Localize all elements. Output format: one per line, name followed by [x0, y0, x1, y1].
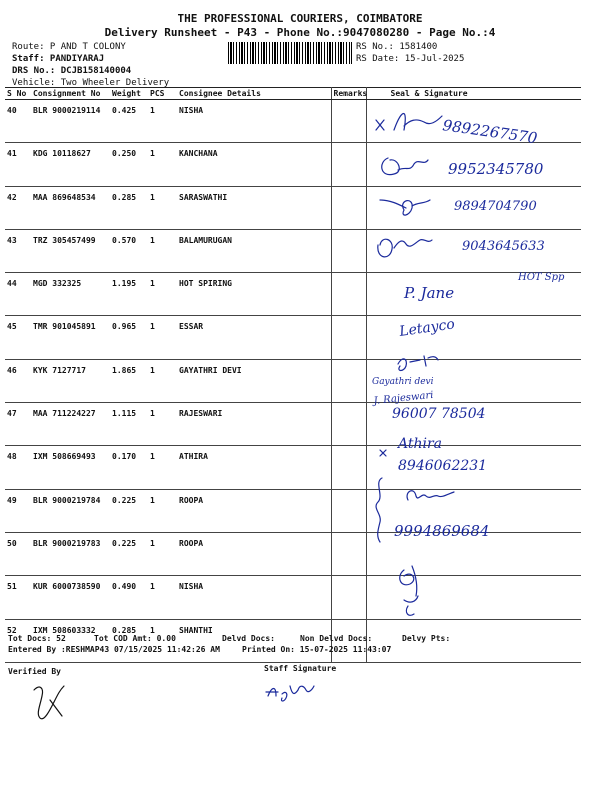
row-pcs: 1	[148, 186, 177, 229]
table-row	[5, 316, 581, 359]
col-consignment: Consignment No	[31, 88, 110, 100]
row-remarks	[331, 229, 366, 272]
row-sno: 45	[5, 316, 31, 359]
drs-text: DRS No.: DCJB158140004	[12, 66, 132, 76]
row-weight: 0.225	[110, 532, 148, 575]
row-remarks	[331, 489, 366, 532]
row-weight: 0.170	[110, 446, 148, 489]
row-remarks	[331, 532, 366, 575]
row-sno: 51	[5, 576, 31, 619]
rs-no-text: RS No.: 1581400	[356, 42, 438, 52]
delivery-points: Delvy Pts:	[402, 634, 451, 643]
row-consignee: KANCHANA	[177, 143, 331, 186]
row-pcs: 1	[148, 446, 177, 489]
table-row	[5, 576, 581, 619]
row-pcs: 1	[148, 143, 177, 186]
row-weight: 1.865	[110, 359, 148, 402]
row-sno: 44	[5, 273, 31, 316]
row-signature-cell	[366, 229, 581, 272]
row-remarks	[331, 100, 366, 143]
row-weight: 0.225	[110, 489, 148, 532]
row-remarks	[331, 186, 366, 229]
entered-by: Entered By :RESHMAP43 07/15/2025 11:42:26 AM	[8, 645, 220, 654]
row-consignment-no: MGD 332325	[31, 273, 110, 316]
company-title: THE PROFESSIONAL COURIERS, COIMBATORE	[177, 12, 423, 25]
row-pcs: 1	[148, 229, 177, 272]
row-remarks	[331, 143, 366, 186]
table-row	[5, 273, 581, 316]
row-weight: 0.285	[110, 186, 148, 229]
row-remarks	[331, 273, 366, 316]
row-consignee: NISHA	[177, 576, 331, 619]
rs-date-text: RS Date: 15-Jul-2025	[356, 54, 465, 64]
row-signature-cell	[366, 359, 581, 402]
table-row	[5, 403, 581, 446]
tot-cod-amount: Tot COD Amt: 0.00	[94, 634, 176, 643]
delivered-docs: Delvd Docs:	[222, 634, 275, 643]
route-text: Route: P AND T COLONY	[12, 42, 126, 52]
row-consignment-no: KYK 7127717	[31, 359, 110, 402]
row-weight: 0.285	[110, 619, 148, 662]
row-pcs: 1	[148, 316, 177, 359]
runsheet-title: Delivery Runsheet - P43 - Phone No.:9047080280 - Page No.:4	[104, 26, 496, 39]
row-signature-cell	[366, 143, 581, 186]
row-consignee: RAJESWARI	[177, 403, 331, 446]
row-consignee: GAYATHRI DEVI	[177, 359, 331, 402]
table-row	[5, 100, 581, 143]
row-consignment-no: KUR 6000738590	[31, 576, 110, 619]
row-sno: 48	[5, 446, 31, 489]
row-sno: 42	[5, 186, 31, 229]
row-signature-cell	[366, 273, 581, 316]
hw-phone-50: 9994869684	[394, 522, 490, 540]
hw-phone-48: 8946062231	[398, 458, 488, 474]
table-row	[5, 143, 581, 186]
runsheet-table	[5, 87, 581, 663]
hw-name-46: Gayathri devi	[372, 377, 434, 387]
row-pcs: 1	[148, 532, 177, 575]
row-signature-cell	[366, 576, 581, 619]
col-pcs: PCS	[148, 88, 177, 100]
row-remarks	[331, 316, 366, 359]
row-consignment-no: IXM 508669493	[31, 446, 110, 489]
row-remarks	[331, 576, 366, 619]
staff-text: Staff: PANDIYARAJ	[12, 54, 105, 64]
staff-signature	[266, 686, 314, 701]
row-sno: 49	[5, 489, 31, 532]
row-pcs: 1	[148, 576, 177, 619]
row-pcs: 1	[148, 273, 177, 316]
row-weight: 1.115	[110, 403, 148, 446]
row-signature-cell	[366, 403, 581, 446]
row-consignment-no: BLR 9000219114	[31, 100, 110, 143]
col-signature: Seal & Signature	[366, 88, 581, 100]
table-row	[5, 446, 581, 489]
row-pcs: 1	[148, 619, 177, 662]
row-pcs: 1	[148, 100, 177, 143]
table-row	[5, 532, 581, 575]
hw-name-47: J. Rajeswari	[373, 389, 434, 407]
row-weight: 1.195	[110, 273, 148, 316]
hw-phone-43: 9043645633	[462, 239, 545, 254]
row-consignee: ESSAR	[177, 316, 331, 359]
row-weight: 0.425	[110, 100, 148, 143]
row-signature-cell	[366, 186, 581, 229]
table-header-row	[5, 88, 581, 100]
row-consignee: ATHIRA	[177, 446, 331, 489]
row-consignee: HOT SPIRING	[177, 273, 331, 316]
row-sno: 40	[5, 100, 31, 143]
row-consignment-no: IXM 508603332	[31, 619, 110, 662]
row-pcs: 1	[148, 489, 177, 532]
col-sno: S No	[5, 88, 31, 100]
row-consignment-no: KDG 10118627	[31, 143, 110, 186]
row-consignment-no: TMR 901045891	[31, 316, 110, 359]
hw-phone-42: 9894704790	[454, 199, 537, 214]
row-signature-cell	[366, 489, 581, 532]
col-weight: Weight	[110, 88, 148, 100]
row-sno: 41	[5, 143, 31, 186]
col-consignee: Consignee Details	[177, 88, 331, 100]
row-consignee: SARASWATHI	[177, 186, 331, 229]
row-signature-cell	[366, 619, 581, 662]
hw-note-44: HOT Spp	[518, 272, 565, 283]
row-consignee: ROOPA	[177, 489, 331, 532]
barcode-image	[228, 42, 352, 64]
table-row	[5, 489, 581, 532]
row-weight: 0.490	[110, 576, 148, 619]
row-sno: 50	[5, 532, 31, 575]
info-right	[356, 41, 464, 65]
table-row	[5, 186, 581, 229]
row-consignee: BALAMURUGAN	[177, 229, 331, 272]
row-consignee: SHANTHI	[177, 619, 331, 662]
table-row	[5, 619, 581, 662]
row-consignment-no: BLR 9000219783	[31, 532, 110, 575]
hw-phone-41: 9952345780	[448, 160, 544, 178]
row-sno: 47	[5, 403, 31, 446]
row-consignment-no: TRZ 305457499	[31, 229, 110, 272]
verified-by-label: Verified By	[8, 667, 61, 676]
row-signature-cell	[366, 446, 581, 489]
non-delivered-docs: Non Delvd Docs:	[300, 634, 373, 643]
table-row	[5, 229, 581, 272]
row-weight: 0.570	[110, 229, 148, 272]
row-weight: 0.250	[110, 143, 148, 186]
verified-signature	[34, 686, 64, 719]
printed-on: Printed On: 15-07-2025 11:43:07	[242, 645, 392, 654]
row-remarks	[331, 403, 366, 446]
hw-name-48: Athira	[398, 436, 443, 452]
row-sno: 52	[5, 619, 31, 662]
table-row	[5, 359, 581, 402]
tot-docs: Tot Docs: 52	[8, 634, 66, 643]
row-consignment-no: BLR 9000219784	[31, 489, 110, 532]
row-consignment-no: MAA 711224227	[31, 403, 110, 446]
row-pcs: 1	[148, 403, 177, 446]
hw-name-45: Letayco	[398, 316, 456, 340]
hw-name-44: P. Jane	[404, 284, 455, 302]
row-consignment-no: MAA 869648534	[31, 186, 110, 229]
row-pcs: 1	[148, 359, 177, 402]
row-signature-cell	[366, 316, 581, 359]
col-remarks: Remarks	[331, 88, 366, 100]
staff-signature-label: Staff Signature	[264, 664, 337, 673]
row-consignee: ROOPA	[177, 532, 331, 575]
row-remarks	[331, 359, 366, 402]
hw-phone-47: 96007 78504	[392, 406, 486, 422]
hw-phone-40: 9892267570	[441, 116, 539, 148]
row-remarks	[331, 446, 366, 489]
row-consignee: NISHA	[177, 100, 331, 143]
row-weight: 0.965	[110, 316, 148, 359]
info-left	[12, 41, 169, 89]
row-signature-cell	[366, 532, 581, 575]
row-sno: 46	[5, 359, 31, 402]
row-sno: 43	[5, 229, 31, 272]
row-signature-cell	[366, 100, 581, 143]
vehicle-text: Vehicle: Two Wheeler Delivery	[12, 78, 170, 88]
